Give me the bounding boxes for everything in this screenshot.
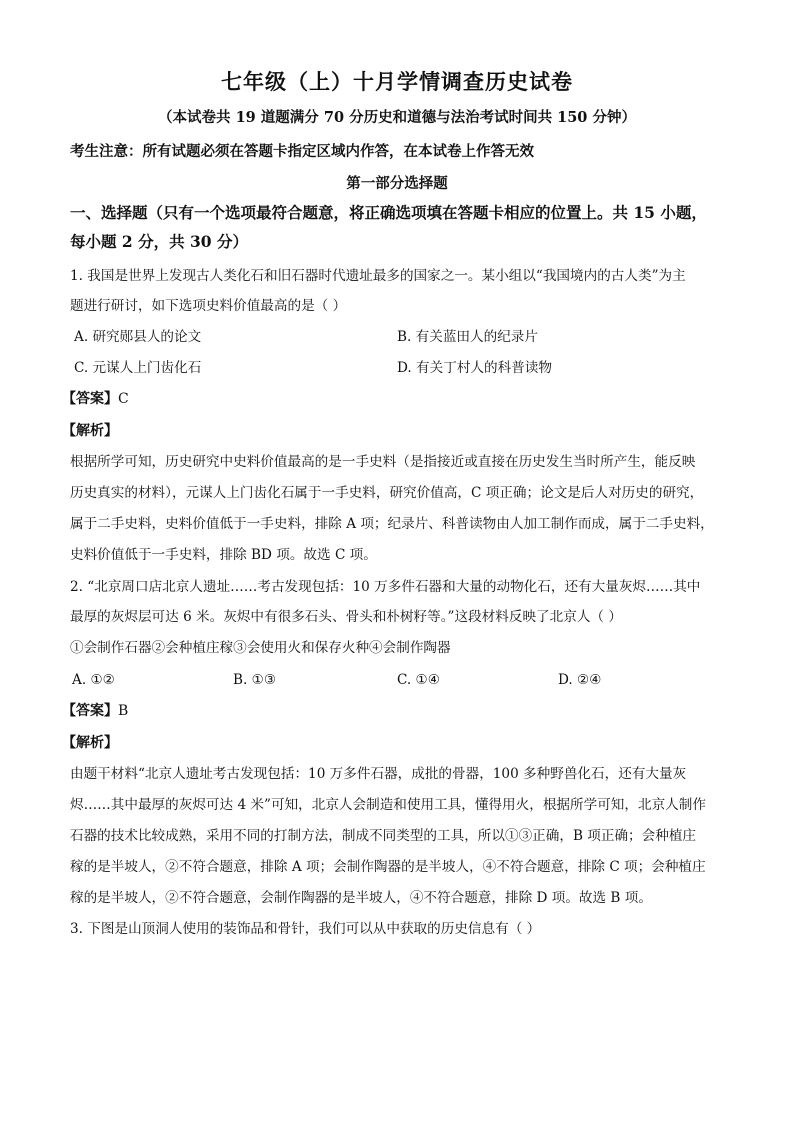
q1-analysis-line-3: 属于二手史料，史料价值低于一手史料，排除 A 项；纪录片、科普读物由人加工制作而成，属于二手史料， <box>70 516 714 532</box>
candidate-notice: 考生注意：所有试题必须在答题卡指定区域内作答，在本试卷上作答无效 <box>70 143 534 160</box>
q2-option-b: B. ①③ <box>233 672 277 688</box>
q1-stem-line-1: 1. 我国是世界上发现古人类化石和旧石器时代遗址最多的国家之一。某小组以“我国境内的古人类”为主 <box>70 268 686 284</box>
q2-analysis-line-4: 稼的是半坡人，②不符合题意，排除 A 项；会制作陶器的是半坡人，④不符合题意，排除 C 项；会种植庄 <box>70 859 706 875</box>
q2-stem-line-3: ①会制作石器②会种植庄稼③会使用火和保存火种④会制作陶器 <box>70 640 451 656</box>
q1-answer <box>62 388 129 408</box>
q2-option-c: C. ①④ <box>397 672 440 688</box>
q1-analysis-line-4: 史料价值低于一手史料，排除 BD 项。故选 C 项。 <box>70 547 377 563</box>
page-title: 七年级（上）十月学情调查历史试卷 <box>221 69 573 94</box>
q1-stem-line-2: 题进行研讨，如下选项史料价值最高的是（ ） <box>70 298 347 314</box>
q2-stem-line-2: 最厚的灰烬层可达 6 米。灰烬中有很多石头、骨头和朴树籽等。”这段材料反映了北京人（ ） <box>70 609 622 625</box>
q2-analysis-label: 【解析】 <box>62 735 118 751</box>
q2-answer-label: 【答案】 <box>62 703 118 719</box>
q1-option-d: D. 有关丁村人的科普读物 <box>397 360 552 376</box>
q3-stem-line-1: 3. 下图是山顶洞人使用的装饰品和骨针，我们可以从中获取的历史信息有（ ） <box>70 921 541 937</box>
q1-analysis-line-2: 历史真实的材料），元谋人上门齿化石属于一手史料，研究价值高，C 项正确；论文是后人对历史的研究， <box>70 485 704 501</box>
q2-analysis-line-3: 石器的技术比较成熟，采用不同的打制方法，制成不同类型的工具，所以①③正确，B 项正确；会种植庄 <box>70 828 697 844</box>
q1-analysis-line-1: 根据所学可知，历史研究中史料价值最高的是一手史料（是指接近或直接在历史发生当时所产生，能反映 <box>70 454 696 470</box>
q2-option-d: D. ②④ <box>558 672 602 688</box>
q2-analysis-line-2: 烬……其中最厚的灰烬可达 4 米”可知，北京人会制造和使用工具，懂得用火，根据所学可知，北京人制作 <box>70 797 706 813</box>
q2-analysis-line-5: 稼的是半坡人，②不符合题意，会制作陶器的是半坡人，④不符合题意，排除 D 项。故选 B 项。 <box>70 890 652 906</box>
q1-answer-label: 【答案】 <box>62 391 118 407</box>
exam-subtitle: （本试卷共 19 道题满分 70 分历史和道德与法治考试时间共 150 分钟） <box>158 109 636 126</box>
q1-answer-value: C <box>118 391 129 407</box>
q1-analysis-label: 【解析】 <box>62 423 118 439</box>
q1-option-b: B. 有关蓝田人的纪录片 <box>397 329 538 345</box>
section-heading-line-2: 每小题 2 分，共 30 分） <box>70 232 248 251</box>
q1-option-c: C. 元谋人上门齿化石 <box>74 360 202 376</box>
q1-option-a: A. 研究郧县人的论文 <box>74 329 202 345</box>
section-heading-line-1: 一、选择题（只有一个选项最符合题意，将正确选项填在答题卡相应的位置上。共 15 小题， <box>70 203 707 222</box>
q2-analysis-line-1: 由题干材料“北京人遗址考古发现包括：10 万多件石器，成批的骨器，100 多种野兽化石，还有大量灰 <box>70 766 687 782</box>
q2-answer <box>62 700 128 720</box>
q2-stem-line-1: 2. “北京周口店北京人遗址……考古发现包括：10 万多件石器和大量的动物化石，还有大量灰烬……其中 <box>70 579 701 595</box>
q2-option-a: A. ①② <box>72 672 115 688</box>
q2-answer-value: B <box>118 703 129 719</box>
part-heading: 第一部分选择题 <box>346 175 448 192</box>
